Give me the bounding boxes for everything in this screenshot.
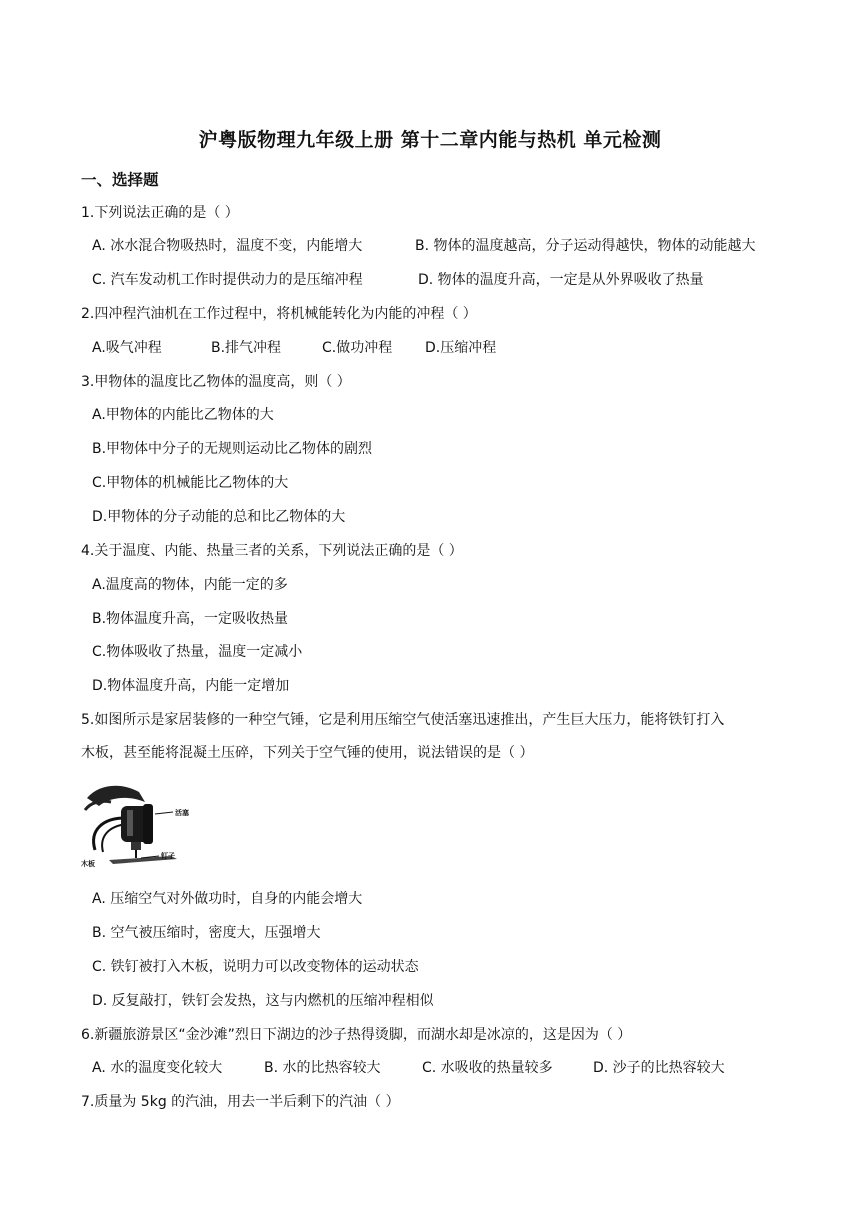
question-5-stem-line1: 5.如图所示是家居装修的一种空气锤，它是利用压缩空气使活塞迅速推出，产生巨大压力，能将铁钉打入 (81, 712, 725, 728)
question-5-option-c[interactable]: C. 铁钉被打入木板，说明力可以改变物体的运动状态 (92, 959, 419, 975)
question-5-option-b[interactable]: B. 空气被压缩时，密度大，压强增大 (92, 925, 321, 941)
question-1-option-d[interactable]: D. 物体的温度升高，一定是从外界吸收了热量 (418, 272, 704, 288)
question-1-option-b[interactable]: B. 物体的温度越高，分子运动得越快，物体的动能越大 (415, 238, 756, 254)
question-4-stem: 4.关于温度、内能、热量三者的关系，下列说法正确的是（ ） (81, 543, 463, 559)
question-4-option-c[interactable]: C.物体吸收了热量，温度一定减小 (92, 644, 303, 660)
question-3-option-b[interactable]: B.甲物体中分子的无规则运动比乙物体的剧烈 (92, 441, 373, 457)
question-6-option-d[interactable]: D. 沙子的比热容较大 (593, 1060, 725, 1076)
question-1-options-row1 (92, 237, 792, 255)
question-2-option-d[interactable]: D.压缩冲程 (425, 340, 497, 356)
question-3-option-a[interactable]: A.甲物体的内能比乙物体的大 (92, 407, 274, 423)
question-2-option-c[interactable]: C.做功冲程 (322, 340, 393, 356)
question-1-option-a[interactable]: A. 冰水混合物吸热时，温度不变，内能增大 (92, 238, 363, 254)
question-2-options-row (92, 339, 592, 357)
question-2-option-b[interactable]: B.排气冲程 (211, 340, 282, 356)
question-5-stem-line2: 木板，甚至能将混凝土压碎，下列关于空气锤的使用，说法错误的是（ ） (81, 745, 534, 761)
section-heading: 一、选择题 (81, 171, 159, 189)
question-5-option-a[interactable]: A. 压缩空气对外做功时，自身的内能会增大 (92, 891, 363, 907)
question-6-options-row (92, 1059, 792, 1077)
air-hammer-figure (81, 780, 221, 868)
question-1-options-row2 (92, 271, 792, 289)
question-6-option-b[interactable]: B. 水的比热容较大 (264, 1060, 381, 1076)
question-1-stem: 1.下列说法正确的是（ ） (81, 205, 239, 221)
question-6-option-a[interactable]: A. 水的温度变化较大 (92, 1060, 223, 1076)
question-5-option-d[interactable]: D. 反复敲打，铁钉会发热，这与内燃机的压缩冲程相似 (92, 993, 434, 1009)
question-1-option-c[interactable]: C. 汽车发动机工作时提供动力的是压缩冲程 (92, 272, 363, 288)
question-7-stem: 7.质量为 5kg 的汽油，用去一半后剩下的汽油（ ） (81, 1094, 400, 1110)
question-3-option-d[interactable]: D.甲物体的分子动能的总和比乙物体的大 (92, 509, 346, 525)
question-3-option-c[interactable]: C.甲物体的机械能比乙物体的大 (92, 475, 289, 491)
question-2-option-a[interactable]: A.吸气冲程 (92, 340, 162, 356)
question-3-stem: 3.甲物体的温度比乙物体的温度高，则（ ） (81, 374, 351, 390)
question-6-option-c[interactable]: C. 水吸收的热量较多 (422, 1060, 553, 1076)
document-title: 沪粤版物理九年级上册 第十二章内能与热机 单元检测 (198, 129, 662, 151)
figure-label-board: 木板 (81, 860, 95, 868)
question-4-option-b[interactable]: B.物体温度升高，一定吸收热量 (92, 611, 289, 627)
figure-label-piston: 活塞 (175, 809, 189, 817)
question-4-option-d[interactable]: D.物体温度升高，内能一定增加 (92, 678, 290, 694)
figure-label-nail: 钉子 (161, 852, 175, 860)
question-2-stem: 2.四冲程汽油机在工作过程中，将机械能转化为内能的冲程（ ） (81, 306, 477, 322)
question-6-stem: 6.新疆旅游景区“金沙滩”烈日下湖边的沙子热得烫脚，而湖水却是冰凉的，这是因为（ ） (81, 1027, 632, 1043)
question-4-option-a[interactable]: A.温度高的物体，内能一定的多 (92, 577, 288, 593)
